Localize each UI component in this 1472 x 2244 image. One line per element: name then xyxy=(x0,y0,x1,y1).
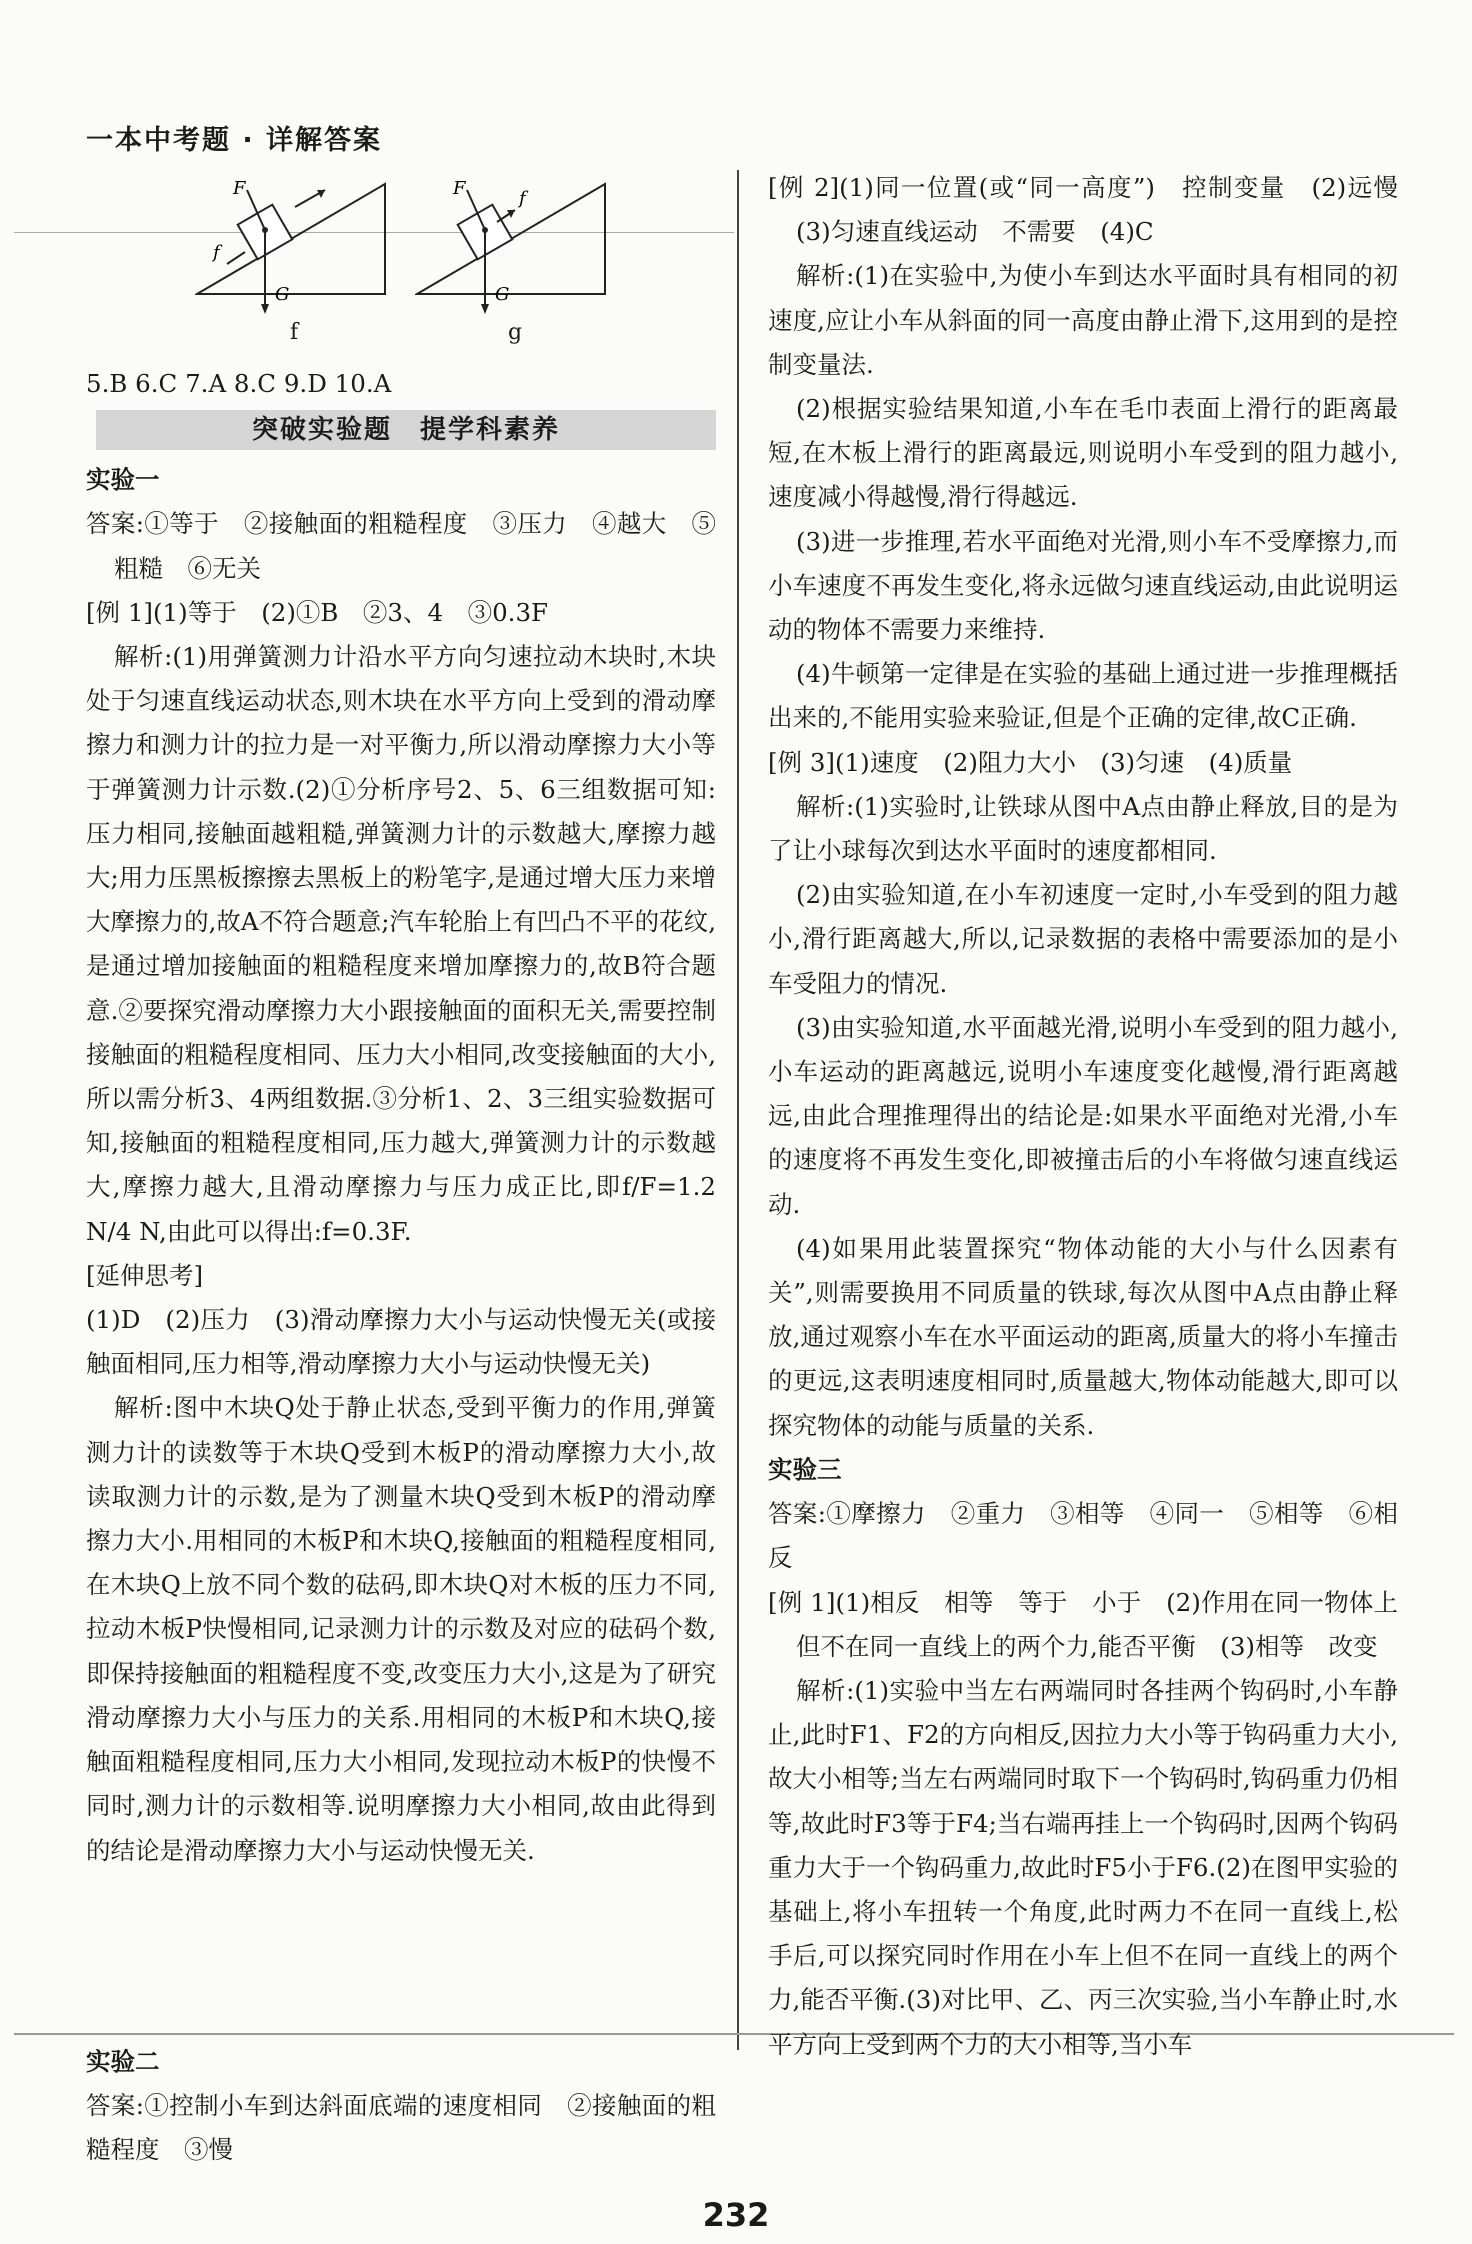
figure-f-caption: f xyxy=(290,320,299,345)
example3: [例 3](1)速度 (2)阻力大小 (3)匀速 (4)质量 xyxy=(768,747,1293,777)
section-band: 突破实验题 提学科素养 xyxy=(96,410,716,450)
example3-analysis1: 解析:(1)实验时,让铁球从图中A点由静止释放,目的是为了让小球每次到达水平面时的速度都相同. xyxy=(768,791,1398,866)
example3-analysis3: (3)由实验知道,水平面越光滑,说明小车受到的阻力越小,小车运动的距离越远,说明小车速度变化越慢,滑行距离越远,由此合理推理得出的结论是:如果水平面绝对光滑,小车的速度将不再发生变化,即被撞击后的小车将做匀速直线运动. xyxy=(768,1012,1398,1219)
answers-line: 5.B 6.C 7.A 8.C 9.D 10.A xyxy=(86,369,392,398)
exp1-title: 实验一 xyxy=(86,465,160,495)
example2-analysis2: (2)根据实验结果知道,小车在毛巾表面上滑行的距离最短,在木板上滑行的距离最远,则说明小车受到的阻力越小,速度减小得越慢,滑行得越远. xyxy=(768,394,1398,512)
exp2-title: 实验二 xyxy=(86,2047,160,2076)
figure-f-incline xyxy=(195,172,395,322)
exp1-analysis2: 解析:图中木块Q处于静止状态,受到平衡力的作用,弹簧测力计的读数等于木块Q受到木板P的滑动摩擦力大小,故读取测力计的示数,是为了测量木块Q受到木板P的滑动摩擦力大小.用相同的木板P和木块Q,接触面的粗糙程度相同,在木块Q上放不同个数的砝码,即木块Q对木板的压力不同,拉动木板P快慢相同,记录测力计的示数及对应的砝码个数,即保持接触面的粗糙程度不变,改变压力大小,这是为了研究滑动摩擦力大小与压力的关系.用相同的木板P和木块Q,接触面粗糙程度相同,压力大小相同,发现拉动木板P的快慢不同时,测力计的示数相等.说明摩擦力大小相同,故由此得到的结论是滑动摩擦力大小与运动快慢无关. xyxy=(86,1393,716,1865)
exp1-analysis1: 解析:(1)用弹簧测力计沿水平方向匀速拉动木块时,木块处于匀速直线运动状态,则木块在水平方向上受到的滑动摩擦力和测力计的拉力是一对平衡力,所以滑动摩擦力大小等于弹簧测力计示数.(2)①分析序号2、5、6三组数据可知:压力相同,接触面越粗糙,弹簧测力计的示数越大,摩擦力越大;用力压黑板擦擦去黑板上的粉笔字,是通过增大压力来增大摩擦力的,故A不符合题意;汽车轮胎上有凹凸不平的花纹,是通过增加接触面的粗糙程度来增加摩擦力的,故B符合题意.②要探究滑动摩擦力大小跟接触面的面积无关,需要控制接触面的粗糙程度相同、压力大小相同,改变接触面的大小,所以需分析3、4两组数据.③分析1、2、3三组实验数据可知,接触面的粗糙程度相同,压力越大,弹簧测力计的示数越大,摩擦力越大,且滑动摩擦力与压力成正比,即f/F=1.2 N/4 N,由此可以得出:f=0.3F. xyxy=(86,642,716,1246)
label-f: f xyxy=(213,242,220,263)
label-G: G xyxy=(275,284,290,305)
exp3-answer: 答案:①摩擦力 ②重力 ③相等 ④同一 ⑤相等 ⑥相反 xyxy=(768,1499,1398,1573)
label-G: G xyxy=(495,284,510,305)
right-column xyxy=(768,166,1423,2067)
column-divider xyxy=(737,170,739,2050)
example3-analysis4: (4)如果用此装置探究“物体动能的大小与什么因素有关”,则需要换用不同质量的铁球,每次从图中A点由静止释放,通过观察小车在水平面运动的距离,质量大的将小车撞击的更远,这表明速度相同时,质量越大,物体动能越大,即可以探究物体的动能与质量的关系. xyxy=(768,1233,1398,1440)
exp3-title: 实验三 xyxy=(768,1454,842,1484)
example2-analysis4: (4)牛顿第一定律是在实验的基础上通过进一步推理概括出来的,不能用实验来验证,但是个正确的定律,故C正确. xyxy=(768,659,1398,733)
label-F: F xyxy=(233,178,246,199)
extension-answer: (1)D (2)压力 (3)滑动摩擦力大小与运动快慢无关(或接触面相同,压力相等,滑动摩擦力大小与运动快慢无关) xyxy=(86,1305,716,1379)
example2-analysis3: (3)进一步推理,若水平面绝对光滑,则小车不受摩擦力,而小车速度不再发生变化,将永远做匀速直线运动,由此说明运动的物体不需要力来维持. xyxy=(768,526,1398,645)
exp2-answer: 答案:①控制小车到达斜面底端的速度相同 ②接触面的粗糙程度 ③慢 xyxy=(86,2091,716,2165)
figure-g-caption: g xyxy=(508,320,523,345)
exp1-example1: [例 1](1)等于 (2)①B ②3、4 ③0.3F xyxy=(86,597,549,627)
exp3-example1-analysis: 解析:(1)实验中当左右两端同时各挂两个钩码时,小车静止,此时F1、F2的方向相反,因拉力大小等于钩码重力大小,故大小相等;当左右两端同时取下一个钩码时,钩码重力仍相等,故此时F3等于F4;当右端再挂上一个钩码时,因两个钩码重力大于一个钩码重力,故此时F5小于F6.(2)在图甲实验的基础上,将小车扭转一个角度,此时两力不在同一直线上,松手后,可以探究同时作用在小车上但不在同一直线上的两个力,能否平衡.(3)对比甲、乙、丙三次实验,当小车静止时,水平方向上受到两个力的大小相等,当小车 xyxy=(768,1675,1398,2059)
left-column xyxy=(86,362,716,1873)
example2-analysis1: 解析:(1)在实验中,为使小车到达水平面时具有相同的初速度,应让小车从斜面的同一高度由静止滑下,这用到的是控制变量法. xyxy=(768,261,1398,379)
label-f: f xyxy=(519,188,526,209)
extension-title: [延伸思考] xyxy=(86,1260,204,1290)
page-number: 232 xyxy=(702,2196,770,2234)
exp1-answer: 答案:①等于 ②接触面的粗糙程度 ③压力 ④越大 ⑤粗糙 ⑥无关 xyxy=(86,509,716,583)
label-F: F xyxy=(453,178,466,199)
header-title: 一本中考题 · 详解答案 xyxy=(86,125,383,156)
example2: [例 2](1)同一位置(或“同一高度”) 控制变量 (2)远慢 (3)匀速直线运动 不需要 (4)C xyxy=(768,173,1423,247)
figure-g-incline xyxy=(415,172,615,322)
left-column-bottom xyxy=(86,2040,716,2173)
exp3-example1: [例 1](1)相反 相等 等于 小于 (2)作用在同一物体上但不在同一直线上的两个力,能否平衡 (3)相等 改变 xyxy=(768,1587,1398,1661)
example3-analysis2: (2)由实验知道,在小车初速度一定时,小车受到的阻力越小,滑行距离越大,所以,记录数据的表格中需要添加的是小车受阻力的情况. xyxy=(768,880,1398,998)
